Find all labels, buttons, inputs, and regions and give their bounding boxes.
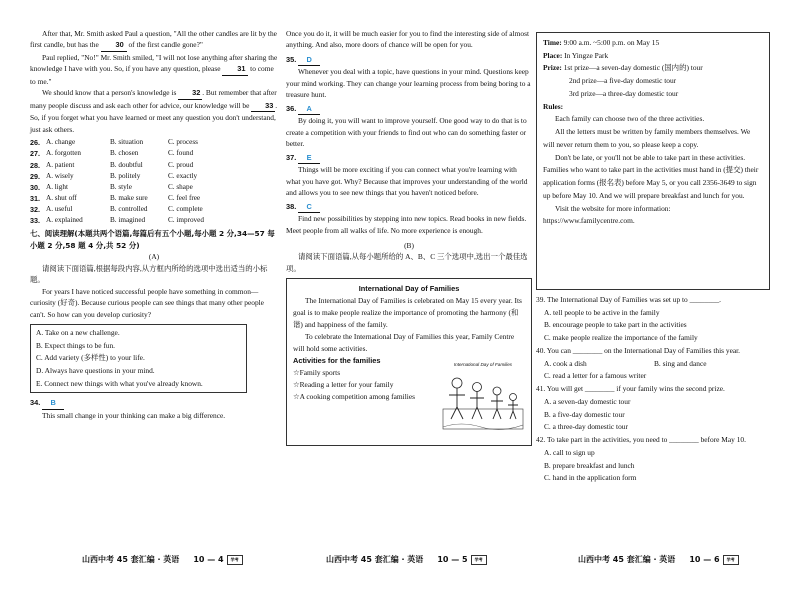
time-line: Time: 9:00 a.m. ~5:00 p.m. on May 15 bbox=[543, 38, 660, 47]
question-34: 34. B bbox=[30, 397, 278, 409]
paragraph: For years I have noticed successful people have something in common—curiosity (好奇). Because curious people can see things that many other people can't. So how can you develop curiosity? bbox=[30, 286, 264, 319]
rule: All the letters must be written by family members themselves. We will never return them to you, so please keep a copy. bbox=[543, 127, 751, 149]
answer-35[interactable]: D bbox=[298, 54, 320, 66]
logo-icon: 学考 bbox=[723, 555, 739, 565]
prize-line: Prize: 1st prize—a seven-day domestic (国内的) tour bbox=[543, 63, 703, 73]
box-option: E. Connect new things with what you've already known. bbox=[36, 378, 203, 388]
option[interactable]: B. encourage people to take part in the activities bbox=[544, 320, 687, 330]
part-label: (B) bbox=[404, 240, 414, 250]
options-list bbox=[30, 137, 278, 226]
option-row: 33. A. explained B. imagined C. improved bbox=[30, 216, 204, 226]
section-heading: 七、阅读理解(本题共两个语篇,每篇后有五个小题,每小题 2 分,34—57 每小题 2 分,58 题 4 分,共 52 分) bbox=[30, 229, 275, 250]
logo-icon: 学考 bbox=[471, 555, 487, 565]
paragraph: Paul replied, "No!" Mr. Smith smiled, "I will not lose anything after sharing the knowledge I have with you. So, if you have any question, please 31 to come to me." bbox=[30, 52, 278, 86]
rules-title: Rules: bbox=[543, 101, 564, 111]
question-41: 41. You will get ________ if your family wins the second prize. bbox=[536, 384, 725, 394]
question-37: 37. E bbox=[286, 152, 532, 164]
prize-line: 3rd prize—a three-day domestic tour bbox=[569, 88, 679, 98]
instruction: 请阅读下面语篇,从每小题所给的 A、B、C 三个选项中,选出一个最佳选项。 bbox=[286, 252, 528, 273]
place-line: Place: In Yingze Park bbox=[543, 50, 609, 60]
rule: Visit the website for more information: https://www.familycentre.com. bbox=[543, 203, 671, 226]
answer-34[interactable]: B bbox=[42, 397, 64, 409]
paragraph: Whenever you deal with a topic, have questions in your mind. Questions keep your mind working. They can change your learning process from being boring to a treasure hunt. bbox=[286, 67, 531, 100]
paragraph: Things will be more exciting if you can connect what you're learning with what you have got. Why? Because that improves your understanding of the world and allows you to see new things that you haven't noticed before. bbox=[286, 165, 528, 198]
blank-30[interactable]: 30 bbox=[101, 39, 127, 51]
prize-line: 2nd prize—a five-day domestic tour bbox=[569, 76, 677, 86]
notice-box bbox=[286, 278, 532, 446]
answer-38[interactable]: C bbox=[298, 201, 320, 213]
paragraph: To celebrate the International Day of Families this year, Family Centre will hold some activities. bbox=[293, 332, 515, 354]
paragraph: We should know that a person's knowledge is 32 . But remember that after many people discuss and ask each other for advice, our knowledge will be 33 . So, if you forget what you have learned or meet any question you don't understand, just ask others. bbox=[30, 88, 278, 134]
activity-item: ☆Reading a letter for your family bbox=[293, 380, 394, 390]
option-row: 32. A. useful B. controlled C. complete bbox=[30, 205, 203, 215]
illustration-caption: International Day of Families bbox=[453, 362, 513, 368]
option[interactable]: C. read a letter for a famous writer bbox=[544, 371, 647, 381]
option[interactable]: A. tell people to be active in the family bbox=[544, 307, 660, 317]
instruction: 请阅读下面语篇,根据每段内容,从方框内所给的选项中选出适当的小标题。 bbox=[30, 263, 268, 285]
option-row: 31. A. shut off B. make sure C. feel free bbox=[30, 194, 201, 203]
part-label: (A) bbox=[148, 252, 160, 262]
rule: Each family can choose two of the three activities. bbox=[555, 114, 705, 124]
option[interactable]: B. sing and dance bbox=[654, 358, 707, 368]
footer-middle: 山西中考 45 套汇编 · 英语 10 — 5 学考 bbox=[326, 554, 487, 565]
question-38: 38. C bbox=[286, 201, 532, 213]
column-middle bbox=[286, 28, 532, 597]
question-35: 35. D bbox=[286, 54, 532, 66]
answer-36[interactable]: A bbox=[298, 103, 320, 115]
question-36: 36. A bbox=[286, 103, 532, 115]
box-option: A. Take on a new challenge. bbox=[36, 328, 120, 338]
option[interactable]: A. cook a dish bbox=[544, 358, 587, 368]
box-option: C. Add variety (多样性) to your life. bbox=[36, 353, 145, 363]
activity-item: ☆Family sports bbox=[293, 368, 341, 378]
paragraph: After that, Mr. Smith asked Paul a question, "All the other candles are lit by the first candle, but has the 30 of the first candle gone?" bbox=[30, 28, 278, 52]
blank-31[interactable]: 31 bbox=[222, 63, 248, 75]
notice-title: International Day of Families bbox=[358, 284, 460, 294]
paragraph: This small change in your thinking can make a big difference. bbox=[42, 410, 226, 420]
option-row bbox=[536, 358, 770, 371]
option-row: 26. A. change B. situation C. process bbox=[30, 138, 198, 148]
footer-left: 山西中考 45 套汇编 · 英语 10 — 4 学考 bbox=[82, 554, 243, 565]
family-illustration bbox=[441, 361, 525, 431]
logo-icon: 学考 bbox=[227, 555, 243, 565]
question-40: 40. You can ________ on the International Day of Families this year. bbox=[536, 345, 741, 355]
question-42: 42. To take part in the activities, you need to ________ before May 10. bbox=[536, 435, 746, 445]
question-39: 39. The International Day of Families was set up to ________. bbox=[536, 295, 722, 304]
footer-right: 山西中考 45 套汇编 · 英语 10 — 6 学考 bbox=[578, 554, 739, 565]
questions-block bbox=[536, 294, 770, 485]
option[interactable]: B. a five-day domestic tour bbox=[544, 409, 625, 419]
option[interactable]: C. a three-day domestic tour bbox=[544, 422, 628, 432]
column-left bbox=[30, 28, 278, 597]
option[interactable]: A. a seven-day domestic tour bbox=[544, 396, 631, 406]
activity-item: ☆A cooking competition among families bbox=[293, 392, 415, 402]
option[interactable]: C. make people realize the importance of the family bbox=[544, 333, 698, 343]
paragraph: By doing it, you will want to improve yourself. One good way to do that is to create a competition with your friends to find out who can do something faster or better. bbox=[286, 116, 527, 149]
blank-33[interactable]: 33 bbox=[251, 100, 275, 112]
option-row: 27. A. forgotten B. chosen C. found bbox=[30, 149, 194, 159]
paragraph: The International Day of Families is celebrated on May 15 every year. Its goal is to make people realize the importance of promoting the harmony (和谐) and happiness of the family. bbox=[293, 296, 522, 330]
blank-32[interactable]: 32 bbox=[178, 87, 202, 99]
paragraph: Find new possibilities by stepping into new topics. Read books in new fields. Meet people from all walks of life. No more experience is enough. bbox=[286, 214, 527, 235]
option-row: 29. A. wisely B. politely C. exactly bbox=[30, 171, 198, 181]
box-option: D. Always have questions in your mind. bbox=[36, 365, 155, 375]
paragraph: Once you do it, it will be much easier for you to find the interesting side of almost anything. And also, more doors of chance will be open for you. bbox=[286, 29, 530, 50]
heading-options-box bbox=[30, 324, 247, 393]
rule: Don't be late, or you'll not be able to take part in these activities. Families who want to take part in the activities must hand in (提交) their application forms (报名表) before May 5, or you call 2356-3649 to sign up before May 10. And we will prepare breakfast and lunch for you. bbox=[543, 152, 759, 200]
option[interactable]: A. call to sign up bbox=[544, 447, 595, 457]
option[interactable]: B. prepare breakfast and lunch bbox=[544, 460, 635, 470]
activities-title: Activities for the families bbox=[293, 356, 381, 366]
notice-continued-box bbox=[536, 32, 770, 290]
option-row: 30. A. light B. style C. shape bbox=[30, 182, 193, 192]
option-row: 28. A. patient B. doubtful C. proud bbox=[30, 160, 194, 170]
option[interactable]: C. hand in the application form bbox=[544, 473, 637, 483]
answer-37[interactable]: E bbox=[298, 152, 320, 164]
box-option: B. Expect things to be fun. bbox=[36, 340, 116, 350]
column-right bbox=[536, 32, 770, 601]
family-drawing-icon bbox=[441, 369, 525, 431]
